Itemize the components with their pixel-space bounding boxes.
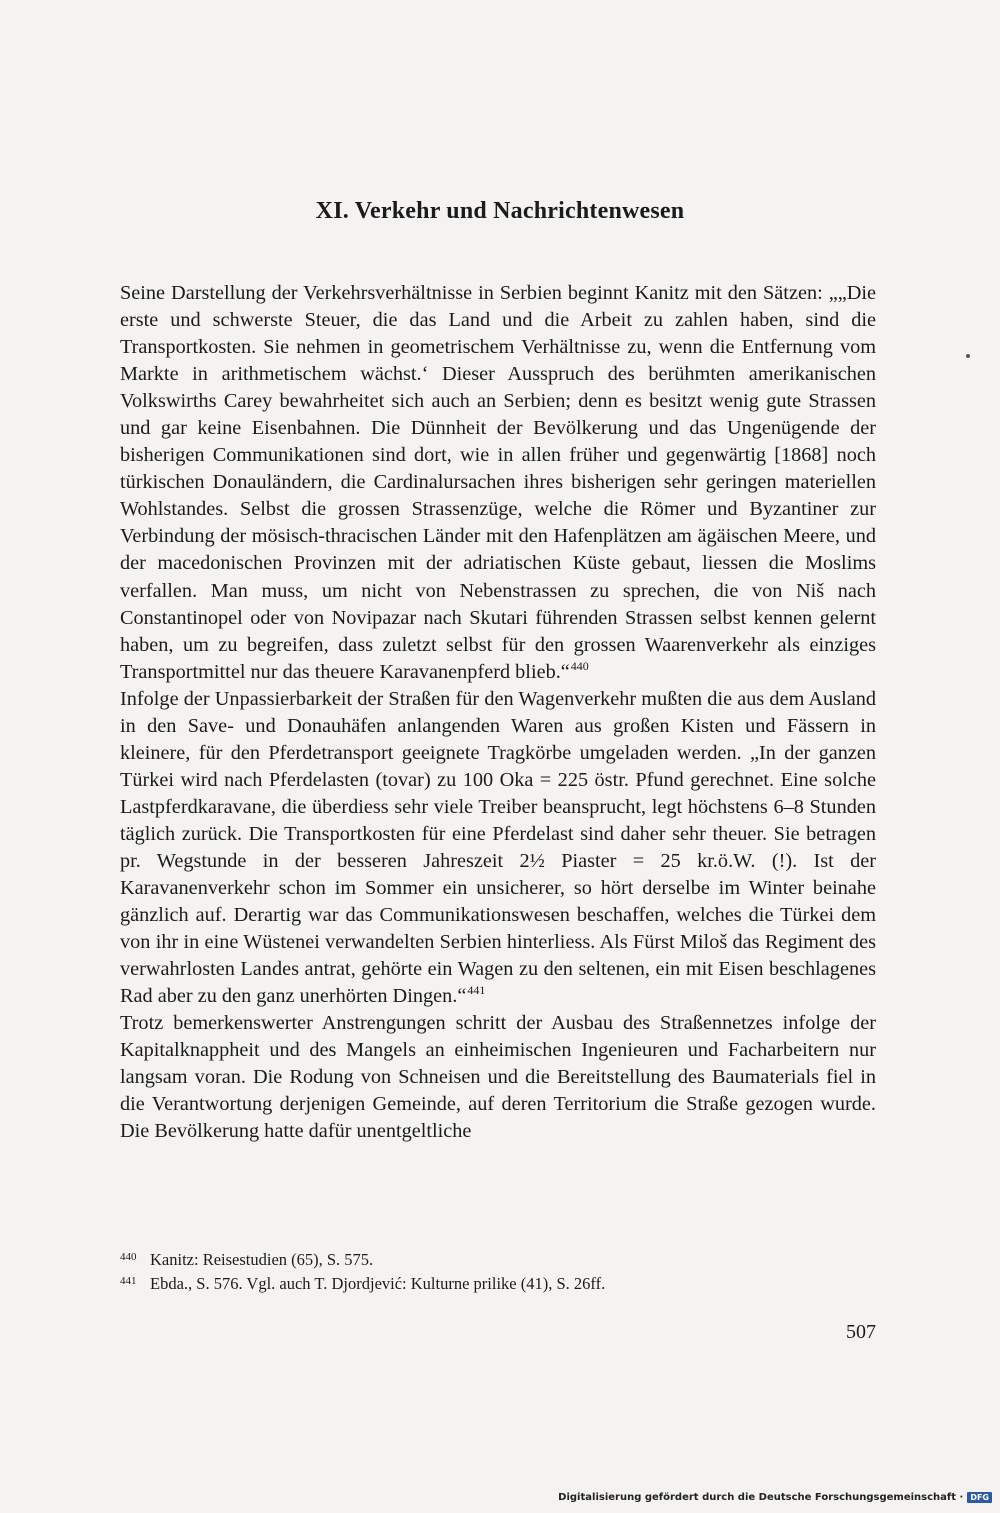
footnote-reference: 441 — [467, 983, 486, 998]
footnote-text: Kanitz: Reisestudien (65), S. 575. — [150, 1250, 374, 1269]
dfg-logo-icon: DFG — [967, 1492, 992, 1503]
footnote — [120, 1272, 876, 1296]
scan-artifact-dot — [966, 354, 970, 358]
footnote-reference: 440 — [570, 658, 589, 673]
page-number: 507 — [846, 1321, 876, 1343]
footnote-text: Ebda., S. 576. Vgl. auch T. Djordjević: Kulturne prilike (41), S. 26ff. — [150, 1274, 606, 1293]
paragraph-text: Trotz bemerkenswerter Anstrengungen schritt der Ausbau des Straßennetzes infolge der Kapitalknappheit und des Mangels an einheimischen Ingenieuren und Facharbeitern nur langsam voran. Die Rodung von Schneisen und die Bereitstellung des Baumaterials fiel in die Verantwortung derjenigen Gemeinde, auf deren Territorium die Straße gezogen wurde. Die Bevölkerung hatte dafür unentgeltliche — [120, 1012, 876, 1143]
chapter-title: XI. Verkehr und Nachrichtenwesen — [315, 198, 685, 224]
body-text — [120, 280, 876, 1146]
footnote-number: 440 — [120, 1251, 137, 1263]
paragraph-text: Seine Darstellung der Verkehrsverhältnisse in Serbien beginnt Kanitz mit den Sätzen: „„Die erste und schwerste Steuer, die das Land und die Arbeit zu zahlen haben, sind die Transportkosten. Sie nehmen in geometrischem Verhältnisse zu, wenn die Entfernung vom Markte in arithmetischem wächst.‘ Dieser Ausspruch des berühmten amerikanischen Volkswirths Carey bewahrheitet sich auch an Serbien; denn es besitzt wenig gute Strassen und gar keine Eisenbahnen. Die Dünnheit der Bevölkerung und das Ungenügende der bisherigen Communikationen sind dort, wie in allen früher und gegenwärtig [1868] noch türkischen Donauländern, die Cardinalursachen ihres bisherigen sehr geringen materiellen Wohlstandes. Selbst die grossen Strassenzüge, welche die Römer und Byzantiner zur Verbindung der mösisch-thracischen Länder mit den Hafenplätzen am ägäischen Meere, und der macedonischen Provinzen mit der adriatischen Küste gebaut, liessen die Moslims verfallen. Man muss, um nicht von Nebenstrassen zu sprechen, die von Niš nach Constantinopel oder von Novipazar nach Skutari führenden Strassen selbst kennen gelernt haben, um zu begreifen, dass zuletzt selbst für den grossen Waarenverkehr als einziges Transportmittel nur das theuere Karavanenpferd blieb.“ — [120, 282, 876, 683]
footnote-number: 441 — [120, 1275, 137, 1287]
paragraph — [120, 686, 876, 1011]
footnotes — [120, 1248, 876, 1296]
footnote — [120, 1248, 876, 1272]
paragraph — [120, 280, 876, 686]
paragraph-text: Infolge der Unpassierbarkeit der Straßen für den Wagenverkehr mußten die aus dem Ausland in den Save- und Donauhäfen anlangenden Waren aus großen Kisten und Fässern in kleinere, für den Pferdetransport geeignete Tragkörbe umgeladen werden. „In der ganzen Türkei wird nach Pferdelasten (tovar) zu 100 Oka = 225 östr. Pfund gerechnet. Eine solche Lastpferdkaravane, die überdiess sehr viele Treiber beansprucht, legt höchstens 6–8 Stunden täglich zurück. Die Transportkosten für eine Pferdelast sind daher sehr theuer. Sie betragen pr. Wegstunde in der besseren Jahreszeit 2½ Piaster = 25 kr.ö.W. (!). Ist der Karavanenverkehr schon im Sommer ein unsicherer, so hört derselbe im Winter beinahe gänzlich auf. Derartig war das Communikationswesen beschaffen, welches die Türkei dem von ihr in eine Wüstenei verwandelten Serbien hinterliess. Als Fürst Miloš das Regiment des verwahrlosten Landes antrat, gehörte ein Wagen zu den seltenen, ein mit Eisen beschlagenes Rad aber zu den ganz unerhörten Dingen.“ — [120, 687, 876, 1008]
digitization-note: Digitalisierung gefördert durch die Deutsche Forschungsgemeinschaft · — [558, 1492, 964, 1503]
digitization-footer — [558, 1492, 992, 1503]
paragraph — [120, 1010, 876, 1145]
